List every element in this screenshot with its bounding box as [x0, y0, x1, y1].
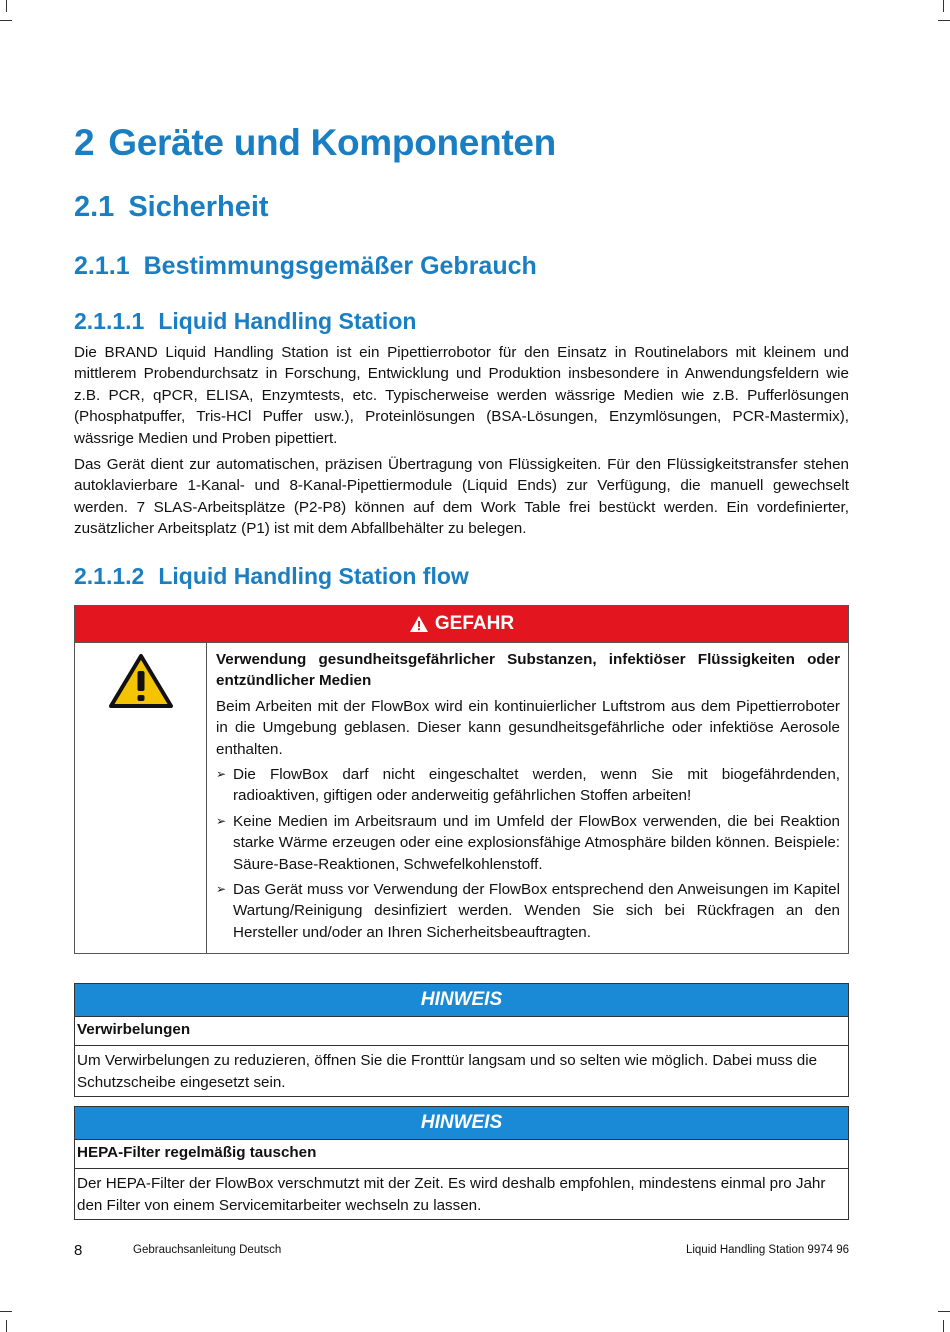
subsubsection-title: Liquid Handling Station	[158, 308, 417, 334]
danger-body	[75, 643, 848, 953]
danger-text	[207, 643, 848, 953]
section-number: 2.1	[74, 191, 115, 223]
hint-body	[75, 1017, 848, 1096]
chapter-number: 2	[74, 122, 95, 163]
hint-text: Der HEPA-Filter der FlowBox verschmutzt mit der Zeit. Es wird deshalb empfohlen, mindestens einmal pro Jahr den Filter von einem Servicemitarbeiter wechseln zu lassen.	[77, 1175, 826, 1214]
danger-icon-cell	[75, 643, 207, 953]
crop-mark	[938, 20, 950, 21]
subsubsection-heading-2	[74, 563, 469, 590]
crop-mark	[938, 1311, 950, 1312]
section-title: Sicherheit	[128, 191, 269, 223]
divider	[75, 1168, 848, 1169]
arrow-bullet-icon: ➢	[216, 813, 227, 828]
warning-triangle-icon	[409, 615, 429, 633]
body-paragraph: Das Gerät dient zur automatischen, präzisen Übertragung von Flüssigkeiten. Für den Flüssigkeitstransfer stehen autoklavierbare 1-Kanal- und 8-Kanal-Pipettiermodule (Liquid Ends) zur Verfügung, die manuell gewechselt werden. 7 SLAS-Arbeitsplätze (P2-P8) können auf dem Work Table frei bestückt werden. Ein vordefinierter, zusätzlicher Arbeitsplatz (P1) ist mit dem Abfallbehälter zu belegen.	[74, 456, 849, 538]
chapter-title: Geräte und Komponenten	[108, 122, 556, 163]
crop-mark	[6, 1320, 7, 1332]
body-paragraph: Die BRAND Liquid Handling Station ist ein Pipettierrobotor für den Einsatz in Routinelabors mit kleinem und mittlerem Probendurchsatz in Forschung, Entwicklung und Produktion insbesondere in Anwendungsfeldern wie z.B. PCR, qPCR, ELISA, Enzymtests, etc. Typischerweise werden wässrige Medien wie z.B. Pufferlösungen (Phosphatpuffer, Tris-HCl Puffer usw.), Proteinlösungen (BSA-Lösungen, Enzymlösungen, PCR-Mastermix), wässrige Medien und Proben pipettiert.	[74, 344, 849, 447]
arrow-bullet-icon: ➢	[216, 882, 227, 897]
hint-text: Um Verwirbelungen zu reduzieren, öffnen Sie die Fronttür langsam und so selten wie möglich. Dabei muss die Schutzscheibe eingesetzt sein.	[77, 1052, 818, 1091]
section-heading	[74, 191, 269, 224]
subsubsection-title: Liquid Handling Station flow	[158, 563, 469, 589]
list-item-text: Die FlowBox darf nicht eingeschaltet werden, wenn Sie mit biogefährdenden, radioaktiven, giftigen oder anderweitig gefährlichen Stoffen arbeiten!	[233, 766, 840, 805]
page-number: 8	[74, 1242, 83, 1259]
list-item	[216, 764, 840, 807]
hint-notice	[74, 983, 849, 1097]
footer-right-text: Liquid Handling Station 9974 96	[685, 1244, 849, 1256]
chapter-heading	[74, 122, 556, 164]
hint-header: HINWEIS	[75, 1107, 848, 1140]
subsubsection-number: 2.1.1.2	[74, 563, 145, 589]
subsubsection-heading-1	[74, 308, 416, 335]
danger-label: GEFAHR	[434, 613, 515, 634]
subsubsection-number: 2.1.1.1	[74, 308, 145, 334]
hint-notice	[74, 1106, 849, 1220]
crop-mark	[0, 20, 12, 21]
arrow-bullet-icon: ➢	[216, 767, 227, 782]
hint-title: HEPA-Filter regelmäßig tauschen	[77, 1144, 317, 1161]
danger-notice	[74, 605, 849, 954]
subsection-number: 2.1.1	[74, 252, 130, 280]
crop-mark	[943, 1320, 944, 1332]
list-item-text: Keine Medien im Arbeitsraum und im Umfeld der FlowBox verwenden, die bei Reaktion starke Wärme erzeugen oder eine explosionsfähige Atmosphäre bilden können. Beispiele: Säure-Base-Reaktionen, Schwefelkohlenstoff.	[233, 812, 840, 873]
hint-header: HINWEIS	[75, 984, 848, 1017]
hint-body	[75, 1140, 848, 1219]
footer-left-text: Gebrauchsanleitung Deutsch	[133, 1244, 282, 1256]
hint-title: Verwirbelungen	[77, 1021, 191, 1038]
crop-mark	[6, 0, 7, 12]
danger-header	[75, 606, 848, 643]
crop-mark	[0, 1311, 12, 1312]
list-item	[216, 811, 840, 875]
warning-sign-icon	[108, 653, 174, 709]
crop-mark	[943, 0, 944, 12]
danger-list	[216, 764, 840, 943]
danger-title: Verwendung gesundheitsgefährlicher Substanzen, infektiöser Flüssigkeiten oder entzündlicher Medien	[216, 651, 840, 690]
divider	[75, 1045, 848, 1046]
danger-description: Beim Arbeiten mit der FlowBox wird ein kontinuierlicher Luftstrom aus dem Pipettierroboter in die Umgebung geblasen. Dieser kann gesundheitsgefährliche oder infektiöse Aerosole enthalten.	[216, 697, 840, 758]
list-item-text: Das Gerät muss vor Verwendung der FlowBox entsprechend den Anweisungen im Kapitel Wartung/Reinigung desinfiziert werden. Wenden Sie sich bei Rückfragen an den Hersteller und/oder an Ihren Sicherheitsbeauftragten.	[233, 881, 840, 941]
subsection-title: Bestimmungsgemäßer Gebrauch	[143, 252, 537, 280]
list-item	[216, 879, 840, 943]
subsection-heading	[74, 252, 537, 281]
